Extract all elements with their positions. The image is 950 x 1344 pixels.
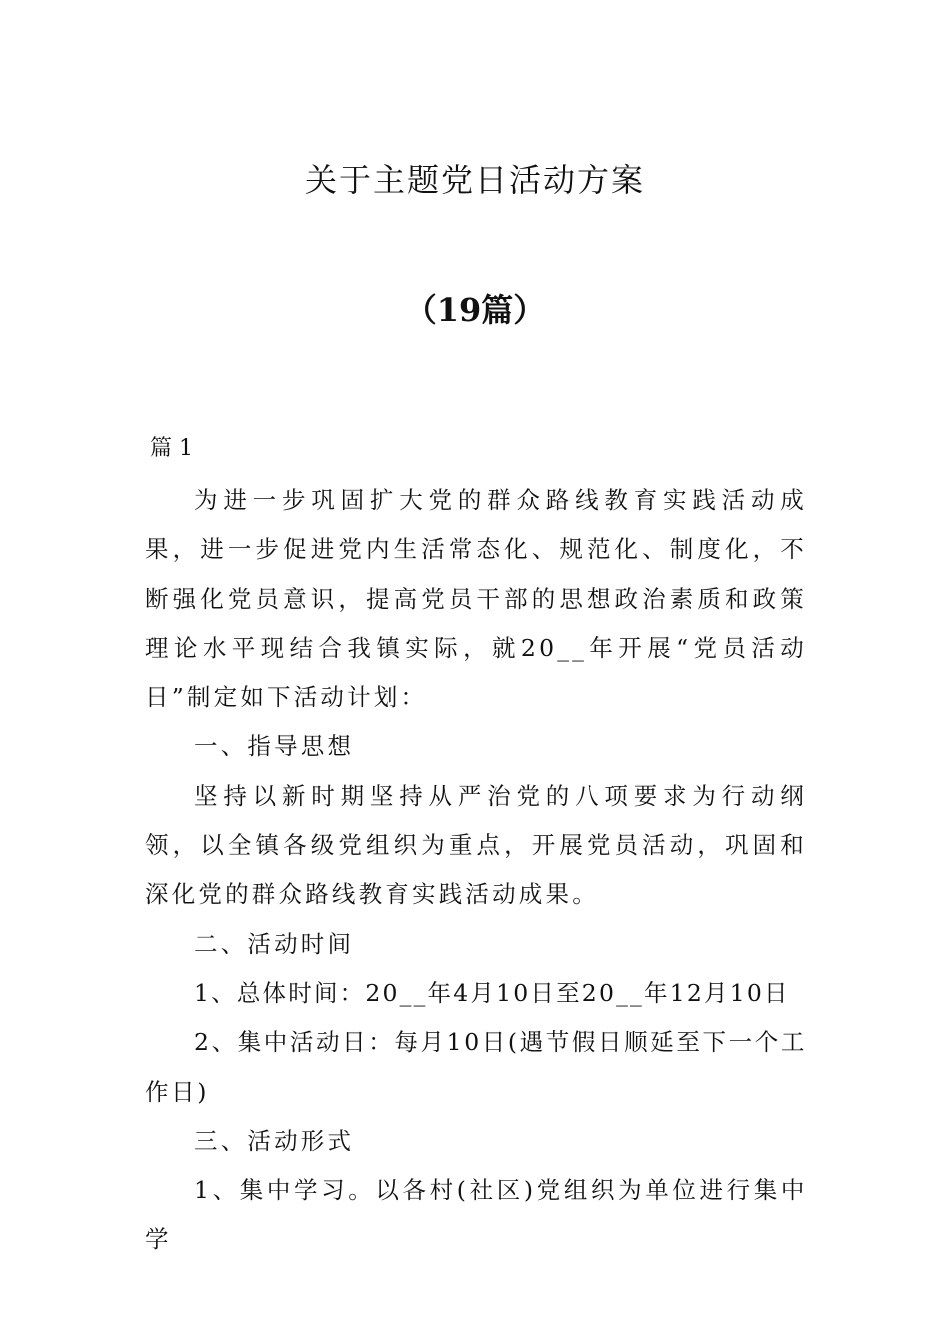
document-body [145, 476, 807, 1265]
document-title: 关于主题党日活动方案 [304, 161, 645, 199]
heading-guiding-thought: 一、指导思想 [194, 732, 355, 761]
chapter-label: 篇 1 [150, 436, 193, 461]
paragraph-activity-day: 2、集中活动日：每月10日(遇节假日顺延至下一个工作日) [145, 1028, 807, 1106]
paragraph-centralized-study: 1、集中学习。以各村(社区)党组织为单位进行集中学 [145, 1176, 807, 1254]
paragraph-overall-time: 1、总体时间：20__年4月10日至20__年12月10日 [194, 978, 790, 1007]
paragraph-intro: 为进一步巩固扩大党的群众路线教育实践活动成果，进一步促进党内生活常态化、规范化、制度化，不断强化党员意识，提高党员干部的思想政治素质和政策理论水平现结合我镇实际，就20__年开展“党员活动日”制定如下活动计划： [145, 486, 807, 712]
paragraph-guiding-thought: 坚持以新时期坚持从严治党的八项要求为行动纲领，以全镇各级党组织为重点，开展党员活动，巩固和深化党的群众路线教育实践活动成果。 [145, 781, 807, 909]
heading-activity-time: 二、活动时间 [194, 929, 355, 958]
document-subtitle: （19篇） [404, 291, 546, 329]
heading-activity-form: 三、活动形式 [194, 1126, 355, 1155]
